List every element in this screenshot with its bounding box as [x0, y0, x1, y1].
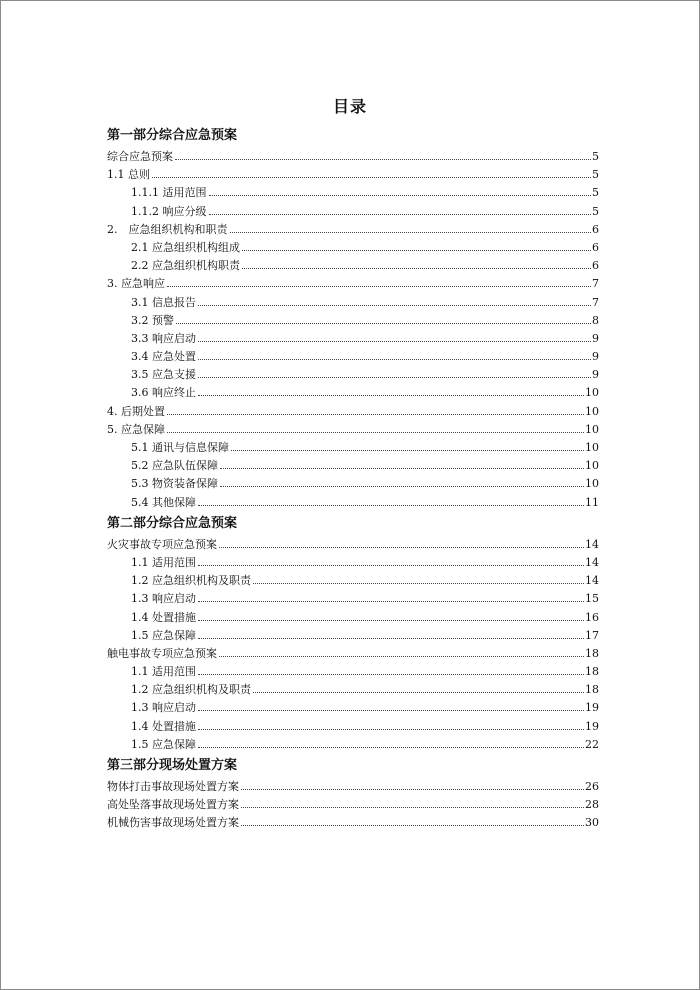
dot-leader: [220, 486, 584, 487]
toc-entry[interactable]: [107, 475, 599, 493]
page-title: 目录: [332, 97, 367, 116]
dot-leader: [198, 747, 584, 748]
dot-leader: [167, 432, 584, 433]
toc-entry-page-number: 9: [592, 350, 599, 364]
toc-entry-page-number: 6: [592, 240, 599, 254]
toc-entry[interactable]: [107, 439, 599, 457]
toc-entry-page-number: 19: [585, 701, 599, 715]
toc-entry-title: 机械伤害事故现场处置方案: [107, 816, 239, 830]
dot-leader: [198, 565, 584, 566]
toc-entry-page-number: 9: [592, 368, 599, 382]
dot-leader: [209, 195, 592, 196]
toc-entry-page-number: 28: [585, 798, 599, 812]
dot-leader: [241, 825, 584, 826]
toc-entry-title: 5. 应急保障: [107, 422, 165, 436]
dot-leader: [198, 729, 584, 730]
toc-entry-title: 3.5 应急支援: [131, 368, 196, 382]
dot-leader: [253, 692, 584, 693]
toc-entry[interactable]: [107, 572, 599, 590]
toc-entry[interactable]: [107, 148, 599, 166]
toc-entry[interactable]: [107, 239, 599, 257]
toc-entry-page-number: 7: [592, 295, 599, 309]
dot-leader: [152, 177, 591, 178]
toc-entry-page-number: 5: [592, 186, 599, 200]
dot-leader: [198, 359, 591, 360]
toc-entry[interactable]: [107, 275, 599, 293]
toc-entry[interactable]: [107, 366, 599, 384]
toc-entry-page-number: 17: [585, 628, 599, 642]
toc-entry[interactable]: [107, 536, 599, 554]
toc-entry-title: 触电事故专项应急预案: [107, 646, 217, 660]
toc-entry-page-number: 10: [585, 422, 599, 436]
toc-entry[interactable]: [107, 663, 599, 681]
toc-entry-title: 3.3 响应启动: [131, 331, 196, 345]
toc-entry-page-number: 16: [585, 610, 599, 624]
toc-entry-title: 3.1 信息报告: [131, 295, 196, 309]
dot-leader: [231, 450, 584, 451]
toc-entry[interactable]: [107, 421, 599, 439]
toc-entry-page-number: 22: [585, 737, 599, 751]
toc-entry-page-number: 10: [585, 404, 599, 418]
toc-entry-title: 5.4 其他保障: [131, 495, 196, 509]
dot-leader: [209, 214, 592, 215]
toc-entry[interactable]: [107, 627, 599, 645]
toc-entry-page-number: 19: [585, 719, 599, 733]
dot-leader: [176, 323, 591, 324]
dot-leader: [219, 547, 584, 548]
toc-entry-title: 1.1 总则: [107, 168, 150, 182]
toc-entry-title: 1.1.1 适用范围: [131, 186, 207, 200]
toc-entry-title: 5.1 通讯与信息保障: [131, 441, 229, 454]
dot-leader: [198, 377, 591, 378]
dot-leader: [242, 250, 591, 251]
toc-entry[interactable]: [107, 778, 599, 796]
toc-entry[interactable]: [107, 645, 599, 663]
toc-entry-page-number: 9: [592, 331, 599, 345]
toc-entry-title: 1.4 处置措施: [131, 719, 196, 733]
toc-entry-title: 1.1.2 响应分级: [131, 204, 207, 218]
dot-leader: [198, 620, 584, 621]
toc-entry-page-number: 14: [585, 555, 599, 569]
toc-entry-title: 1.2 应急组织机构及职责: [131, 574, 251, 588]
toc-entry[interactable]: [107, 294, 599, 312]
toc-entry[interactable]: [107, 814, 599, 832]
toc-entry[interactable]: [107, 736, 599, 754]
toc-entry[interactable]: [107, 221, 599, 239]
section-heading: 第三部分现场处置方案: [107, 758, 238, 773]
dot-leader: [241, 789, 584, 790]
toc-entry-title: 2.1 应急组织机构组成: [131, 240, 240, 254]
dot-leader: [175, 159, 591, 160]
toc-entry-page-number: 5: [592, 204, 599, 218]
section-heading: 第二部分综合应急预案: [107, 515, 238, 531]
toc-entry[interactable]: [107, 184, 599, 202]
toc-entry-title: 1.2 应急组织机构及职责: [131, 683, 251, 697]
dot-leader: [198, 505, 584, 506]
toc-entry[interactable]: [107, 796, 599, 814]
dot-leader: [220, 468, 584, 469]
toc-entry[interactable]: [107, 384, 599, 402]
toc-entry-title: 1.5 应急保障: [131, 737, 196, 751]
dot-leader: [198, 305, 591, 306]
dot-leader: [167, 414, 584, 415]
toc-entry[interactable]: [107, 203, 599, 221]
section-heading: 第一部分综合应急预案: [107, 128, 238, 143]
toc-entry-page-number: 6: [592, 259, 599, 273]
toc-entry-page-number: 7: [592, 277, 599, 291]
toc-entry-page-number: 8: [592, 313, 599, 327]
toc-entry-title: 高处坠落事故现场处置方案: [107, 798, 239, 812]
toc-entry-page-number: 6: [592, 222, 599, 236]
toc-entry-page-number: 26: [585, 780, 599, 793]
dot-leader: [198, 395, 584, 396]
toc-entry-title: 1.3 响应启动: [131, 701, 196, 715]
dot-leader: [198, 674, 584, 675]
toc-entry-page-number: 18: [585, 683, 599, 697]
dot-leader: [198, 710, 584, 711]
toc-entry-page-number: 10: [585, 441, 599, 454]
toc-entry-title: 1.4 处置措施: [131, 610, 196, 624]
toc-entry-page-number: 10: [585, 386, 599, 400]
toc-entry[interactable]: [107, 312, 599, 330]
toc-entry-page-number: 15: [585, 592, 599, 606]
toc-entry-page-number: 30: [585, 816, 599, 830]
toc-entry-title: 5.2 应急队伍保障: [131, 459, 218, 473]
dot-leader: [167, 286, 591, 287]
toc-entry-title: 综合应急预案: [107, 150, 173, 163]
toc-entry-title: 4. 后期处置: [107, 404, 165, 418]
toc-entry-title: 2.2 应急组织机构职责: [131, 259, 240, 273]
toc-entry[interactable]: [107, 681, 599, 699]
toc-entry[interactable]: [107, 699, 599, 717]
toc-entry[interactable]: [107, 718, 599, 736]
toc-entry-title: 1.3 响应启动: [131, 592, 196, 606]
toc-entry-title: 火灾事故专项应急预案: [107, 537, 217, 551]
toc-entry-title: 物体打击事故现场处置方案: [107, 780, 239, 793]
toc-entry-title: 3.2 预警: [131, 313, 174, 327]
toc-entry-page-number: 18: [585, 665, 599, 679]
toc-entry[interactable]: [107, 457, 599, 475]
toc-entry[interactable]: [107, 257, 599, 275]
toc-entry-page-number: 5: [592, 168, 599, 182]
toc-entry-title: 1.5 应急保障: [131, 628, 196, 642]
toc-entry-page-number: 10: [585, 477, 599, 491]
toc-entry-page-number: 18: [585, 646, 599, 660]
toc-entry-title: 1.1 适用范围: [131, 665, 196, 679]
dot-leader: [253, 583, 584, 584]
toc-entry-page-number: 5: [592, 150, 599, 163]
dot-leader: [241, 807, 584, 808]
toc-entry[interactable]: [107, 554, 599, 572]
toc-entry[interactable]: [107, 590, 599, 608]
toc-entry-title: 3.4 应急处置: [131, 350, 196, 364]
table-of-contents: [107, 124, 599, 833]
toc-entry-title: 5.3 物资装备保障: [131, 477, 218, 491]
dot-leader: [242, 268, 591, 269]
toc-entry-title: 1.1 适用范围: [131, 555, 196, 569]
toc-entry-title: 3.6 响应终止: [131, 386, 196, 400]
dot-leader: [198, 601, 584, 602]
toc-entry[interactable]: [107, 609, 599, 627]
toc-entry[interactable]: [107, 494, 599, 512]
toc-entry-title: 2. 应急组织机构和职责: [107, 222, 228, 236]
toc-entry-page-number: 14: [585, 574, 599, 588]
dot-leader: [219, 656, 584, 657]
toc-entry[interactable]: [107, 166, 599, 184]
toc-entry[interactable]: [107, 403, 599, 421]
toc-entry-title: 3. 应急响应: [107, 277, 165, 291]
dot-leader: [198, 341, 591, 342]
toc-entry[interactable]: [107, 330, 599, 348]
dot-leader: [230, 232, 592, 233]
toc-entry-page-number: 14: [585, 537, 599, 551]
toc-entry-page-number: 10: [585, 459, 599, 473]
toc-entry-page-number: 11: [585, 495, 599, 509]
dot-leader: [198, 638, 584, 639]
toc-entry[interactable]: [107, 348, 599, 366]
